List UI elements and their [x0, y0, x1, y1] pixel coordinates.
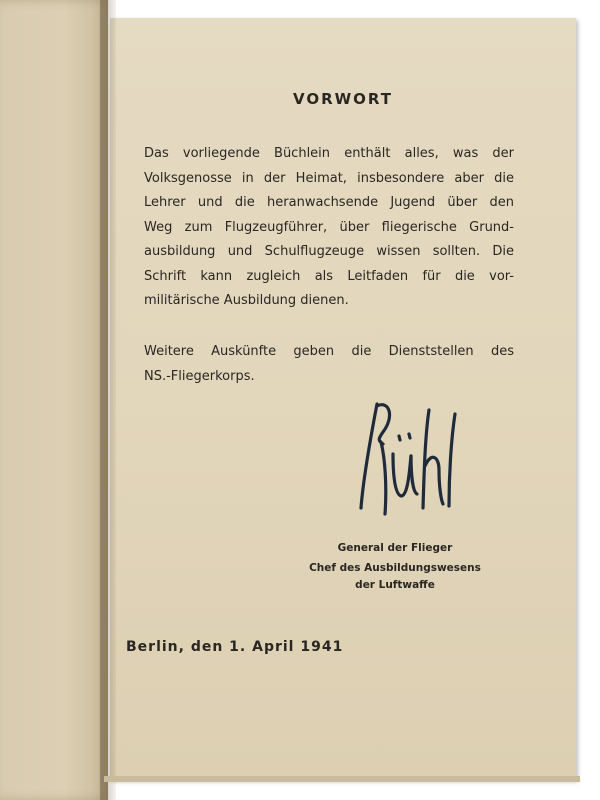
signatory-position: Chef des Ausbildungswesens: [309, 562, 481, 574]
text-line: militärische Ausbildung dienen.: [144, 293, 349, 308]
text-line: NS.-Fliegerkorps.: [144, 368, 255, 384]
page-title: VORWORT: [292, 90, 394, 108]
book-gutter: [100, 0, 116, 800]
paragraph-intro: [144, 142, 514, 314]
text-line: Schrift kann zugleich als Leitfaden für die vor-: [144, 268, 514, 284]
text-line: ausbildung und Schulflugzeuge wissen sollten. Die: [144, 244, 514, 259]
signatory-branch: der Luftwaffe: [355, 579, 435, 591]
place-date-line: Berlin, den 1. April 1941: [126, 639, 344, 655]
text-line: Volksgenosse in der Heimat, insbesondere aber die: [144, 170, 514, 186]
text-line: Weg zum Flugzeugführer, über fliegerische Grund-: [144, 219, 514, 235]
text-line: Das vorliegende Büchlein enthält alles, was der: [144, 146, 514, 161]
text-line: Lehrer und die heranwachsende Jugend über den: [144, 195, 514, 210]
page-edge: [104, 776, 580, 782]
left-page: [0, 0, 108, 800]
signatory-rank: General der Flieger: [337, 542, 453, 554]
paragraph-contact: [144, 340, 514, 389]
handwritten-signature: [355, 396, 465, 521]
right-page: [110, 18, 576, 780]
text-line: Weitere Auskünfte geben die Dienststellen des: [144, 344, 514, 359]
